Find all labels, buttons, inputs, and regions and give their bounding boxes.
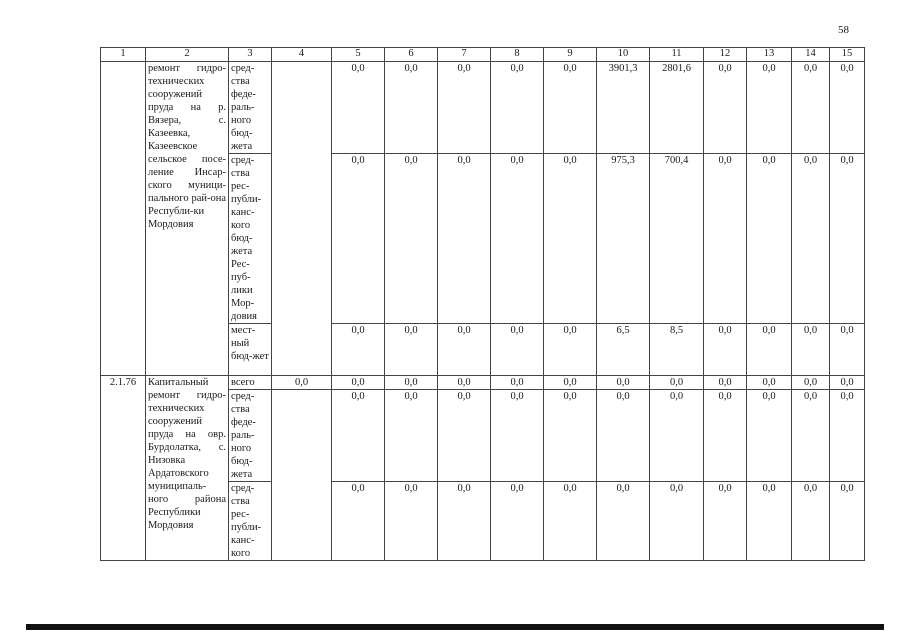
page-number: 58 bbox=[838, 24, 849, 36]
col-header: 7 bbox=[438, 48, 491, 62]
value-cell: 0,0 bbox=[792, 482, 830, 561]
funding-source: сред-ства рес-публи-канс-кого bbox=[229, 482, 272, 561]
col-header: 1 bbox=[101, 48, 146, 62]
value-cell: 0,0 bbox=[385, 324, 438, 376]
value-cell: 0,0 bbox=[491, 390, 544, 482]
value-cell: 0,0 bbox=[830, 62, 865, 154]
value-cell: 0,0 bbox=[385, 62, 438, 154]
value-cell: 0,0 bbox=[438, 154, 491, 324]
value-cell: 0,0 bbox=[544, 154, 597, 324]
value-cell: 0,0 bbox=[747, 482, 792, 561]
value-cell: 0,0 bbox=[704, 324, 747, 376]
value-cell: 0,0 bbox=[747, 376, 792, 390]
table-row bbox=[101, 62, 865, 154]
value-cell: 0,0 bbox=[597, 390, 650, 482]
value-cell: 0,0 bbox=[704, 62, 747, 154]
value-cell: 2801,6 bbox=[650, 62, 704, 154]
value-cell: 0,0 bbox=[747, 62, 792, 154]
value-cell: 0,0 bbox=[385, 376, 438, 390]
value-cell: 0,0 bbox=[704, 482, 747, 561]
value-cell: 0,0 bbox=[792, 62, 830, 154]
value-cell: 6,5 bbox=[597, 324, 650, 376]
scan-edge-bar bbox=[26, 624, 884, 630]
value-cell: 0,0 bbox=[704, 390, 747, 482]
item-code bbox=[101, 62, 146, 376]
value-cell: 0,0 bbox=[830, 154, 865, 324]
col-header: 4 bbox=[272, 48, 332, 62]
value-cell: 0,0 bbox=[385, 390, 438, 482]
header-row bbox=[101, 48, 865, 62]
value-cell: 0,0 bbox=[491, 62, 544, 154]
value-cell: 0,0 bbox=[830, 390, 865, 482]
col-header: 14 bbox=[792, 48, 830, 62]
value-cell: 0,0 bbox=[792, 324, 830, 376]
table-row bbox=[101, 376, 865, 390]
col-header: 15 bbox=[830, 48, 865, 62]
funding-source: сред-ства феде-раль-ного бюд-жета bbox=[229, 390, 272, 482]
item-code: 2.1.76 bbox=[101, 376, 146, 561]
funding-source: всего bbox=[229, 376, 272, 390]
value-cell: 0,0 bbox=[597, 376, 650, 390]
item-total bbox=[272, 62, 332, 376]
value-cell: 8,5 bbox=[650, 324, 704, 376]
item-total: 0,0 bbox=[272, 376, 332, 390]
value-cell: 0,0 bbox=[438, 62, 491, 154]
value-cell: 0,0 bbox=[544, 376, 597, 390]
value-cell: 0,0 bbox=[650, 376, 704, 390]
value-cell: 700,4 bbox=[650, 154, 704, 324]
value-cell: 0,0 bbox=[544, 62, 597, 154]
value-cell: 0,0 bbox=[491, 154, 544, 324]
col-header: 11 bbox=[650, 48, 704, 62]
funding-source: сред-ства феде-раль-ного бюд-жета bbox=[229, 62, 272, 154]
value-cell: 0,0 bbox=[385, 482, 438, 561]
value-cell: 0,0 bbox=[747, 324, 792, 376]
value-cell: 0,0 bbox=[747, 154, 792, 324]
value-cell: 0,0 bbox=[792, 390, 830, 482]
value-cell: 0,0 bbox=[332, 154, 385, 324]
value-cell: 0,0 bbox=[385, 154, 438, 324]
value-cell: 0,0 bbox=[438, 376, 491, 390]
value-cell: 975,3 bbox=[597, 154, 650, 324]
value-cell: 0,0 bbox=[438, 390, 491, 482]
value-cell: 0,0 bbox=[704, 154, 747, 324]
value-cell: 0,0 bbox=[650, 482, 704, 561]
col-header: 2 bbox=[146, 48, 229, 62]
value-cell: 0,0 bbox=[544, 324, 597, 376]
value-cell: 0,0 bbox=[332, 390, 385, 482]
value-cell: 0,0 bbox=[597, 482, 650, 561]
value-cell: 0,0 bbox=[650, 390, 704, 482]
col-header: 5 bbox=[332, 48, 385, 62]
funding-source: сред-ства рес-публи-канс-кого бюд-жета Рес-пуб-лики Мор-довия bbox=[229, 154, 272, 324]
value-cell: 0,0 bbox=[830, 482, 865, 561]
col-header: 6 bbox=[385, 48, 438, 62]
value-cell: 0,0 bbox=[332, 62, 385, 154]
funding-source: мест-ный бюд-жет bbox=[229, 324, 272, 376]
value-cell: 0,0 bbox=[438, 324, 491, 376]
value-cell: 0,0 bbox=[544, 482, 597, 561]
value-cell: 0,0 bbox=[332, 324, 385, 376]
value-cell: 0,0 bbox=[830, 376, 865, 390]
value-cell: 0,0 bbox=[491, 376, 544, 390]
col-header: 9 bbox=[544, 48, 597, 62]
value-cell: 0,0 bbox=[544, 390, 597, 482]
col-header: 8 bbox=[491, 48, 544, 62]
col-header: 10 bbox=[597, 48, 650, 62]
budget-table bbox=[100, 47, 865, 561]
value-cell: 0,0 bbox=[704, 376, 747, 390]
value-cell: 0,0 bbox=[747, 390, 792, 482]
col-header: 13 bbox=[747, 48, 792, 62]
value-cell: 0,0 bbox=[792, 154, 830, 324]
item-name: ремонт гидро-технических сооружений пруда на р. Вязера, с. Казеевка, Казеевское сельское посе-ление Инсар-ского муници-пального рай-она Республи-ки Мордовия bbox=[146, 62, 229, 376]
value-cell: 0,0 bbox=[830, 324, 865, 376]
value-cell: 3901,3 bbox=[597, 62, 650, 154]
value-cell: 0,0 bbox=[491, 482, 544, 561]
value-cell: 0,0 bbox=[792, 376, 830, 390]
item-total-empty bbox=[272, 390, 332, 561]
col-header: 3 bbox=[229, 48, 272, 62]
value-cell: 0,0 bbox=[491, 324, 544, 376]
item-name: Капитальный ремонт гидро-технических сооружений пруда на овр. Бурдолатка, с. Низовка Ардатовского муниципаль-ного района Республики Мордовия bbox=[146, 376, 229, 561]
value-cell: 0,0 bbox=[332, 482, 385, 561]
col-header: 12 bbox=[704, 48, 747, 62]
value-cell: 0,0 bbox=[438, 482, 491, 561]
value-cell: 0,0 bbox=[332, 376, 385, 390]
